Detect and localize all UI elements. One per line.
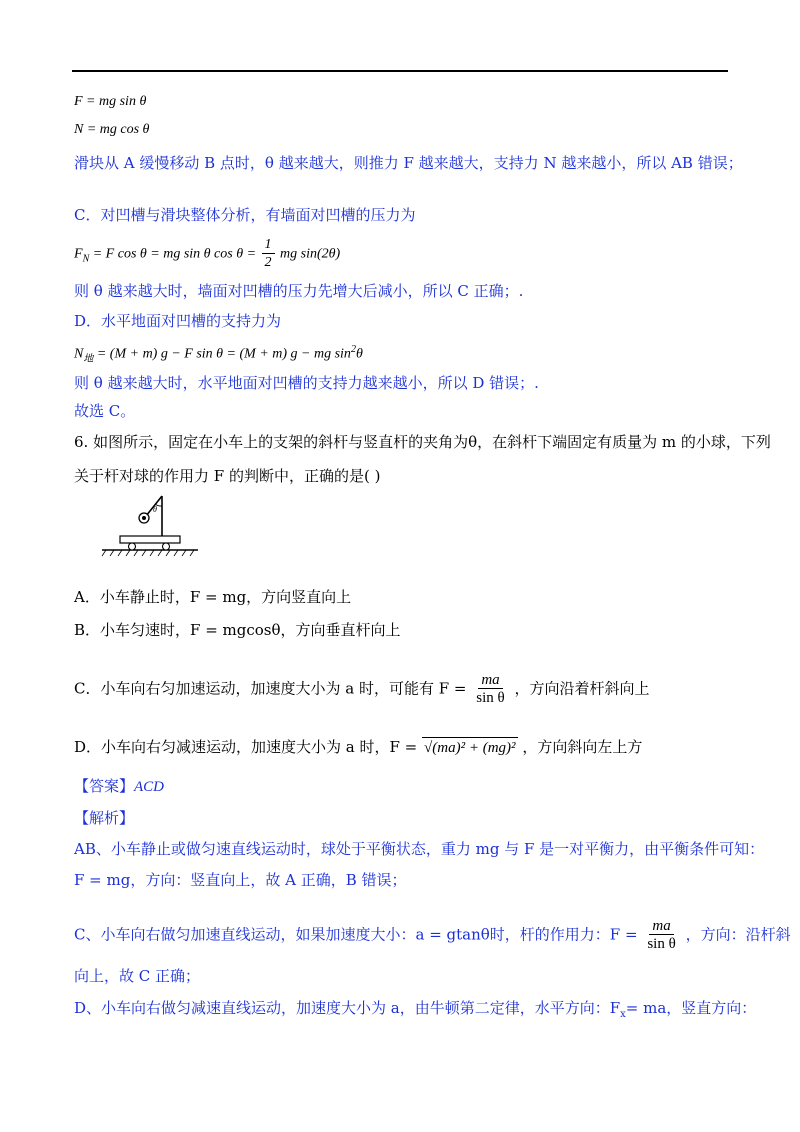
cart-figure [100, 490, 200, 560]
solution-d-heading: D．水平地面对凹槽的支持力为 [74, 312, 282, 330]
angle-label: θ [153, 505, 157, 514]
analysis-c-line1: C、小车向右做匀加速直线运动，如果加速度大小：a = gtanθ时，杆的作用力：F = $\frac{ma}{\text{sin θ}}$ ，方向：沿杆斜 [74, 918, 791, 952]
option-d-sqrt: √(ma)² + (mg)² [422, 737, 518, 758]
header-rule [72, 70, 728, 72]
solution-ab-paragraph: 滑块从 A 缓慢移动 B 点时，θ 越来越大，则推力 F 越来越大，支持力 N 越来越小，所以 AB 错误； [74, 154, 743, 172]
solution-c-heading: C．对凹槽与滑块整体分析，有墙面对凹槽的压力为 [74, 206, 416, 224]
equation-n: N = mg cos θ [74, 122, 150, 137]
cart-body [120, 536, 180, 543]
question-6-stem-line1: 6. 如图所示，固定在小车上的支架的斜杆与竖直杆的夹角为θ，在斜杆下端固定有质量为 m 的小球，下列 [74, 433, 771, 451]
analysis-label: 【解析】 [74, 809, 135, 827]
solution-c-equation: $F_N = F$ cos θ = mg sin θ cos θ = $\frac{1}{2}$ mg sin(2θ) [74, 237, 341, 270]
ball-center [142, 516, 146, 520]
cart-wheel-right [163, 543, 170, 550]
option-d: D．小车向右匀减速运动，加速度大小为 a 时，F = √(ma)² + (mg)² ，方向斜向左上方 [74, 738, 643, 756]
solution-answer: 故选 C。 [74, 402, 136, 420]
solution-c-conclusion: 则 θ 越来越大时，墙面对凹槽的压力先增大后减小，所以 C 正确；. [74, 282, 524, 300]
answer-line: 【答案】ACD [74, 777, 165, 795]
analysis-c-fraction: $\frac{ma}{\text{sin θ}}$ [647, 918, 676, 952]
ground-hatching [102, 550, 194, 556]
cart-wheel-left [129, 543, 136, 550]
analysis-ab-line1: AB、小车静止或做匀速直线运动时，球处于平衡状态，重力 mg 与 F 是一对平衡力，由平衡条件可知： [74, 840, 765, 858]
equation-f: F = mg sin θ [74, 94, 147, 109]
analysis-c-line2: 向上，故 C 正确； [74, 967, 201, 985]
analysis-ab-line2: F = mg，方向：竖直向上，故 A 正确，B 错误； [74, 871, 407, 889]
option-a: A．小车静止时，F = mg，方向竖直向上 [74, 588, 352, 606]
solution-d-conclusion: 则 θ 越来越大时，水平地面对凹槽的支持力越来越小，所以 D 错误；. [74, 374, 539, 392]
fraction-one-half: $\frac{1}{2}$ [262, 237, 275, 272]
option-c: C．小车向右匀加速运动，加速度大小为 a 时，可能有 F = $\frac{ma}{\text{sin θ}}$ ，方向沿着杆斜向上 [74, 672, 650, 706]
option-c-fraction: $\frac{ma}{\text{sin θ}}$ [476, 672, 505, 706]
option-b: B．小车匀速时，F = mgcosθ，方向垂直杆向上 [74, 621, 401, 639]
question-6-stem-line2: 关于杆对球的作用力 F 的判断中，正确的是( ) [74, 467, 381, 485]
analysis-d-line: D、小车向右做匀减速直线运动，加速度大小为 a，由牛顿第二定律，水平方向：$F_x=$ ma，竖直方向： [74, 999, 757, 1020]
solution-d-equation: $N_地 = (M + m) g - F$ sin θ = (M + m) g − mg $\sin^2\theta$ [74, 344, 363, 365]
